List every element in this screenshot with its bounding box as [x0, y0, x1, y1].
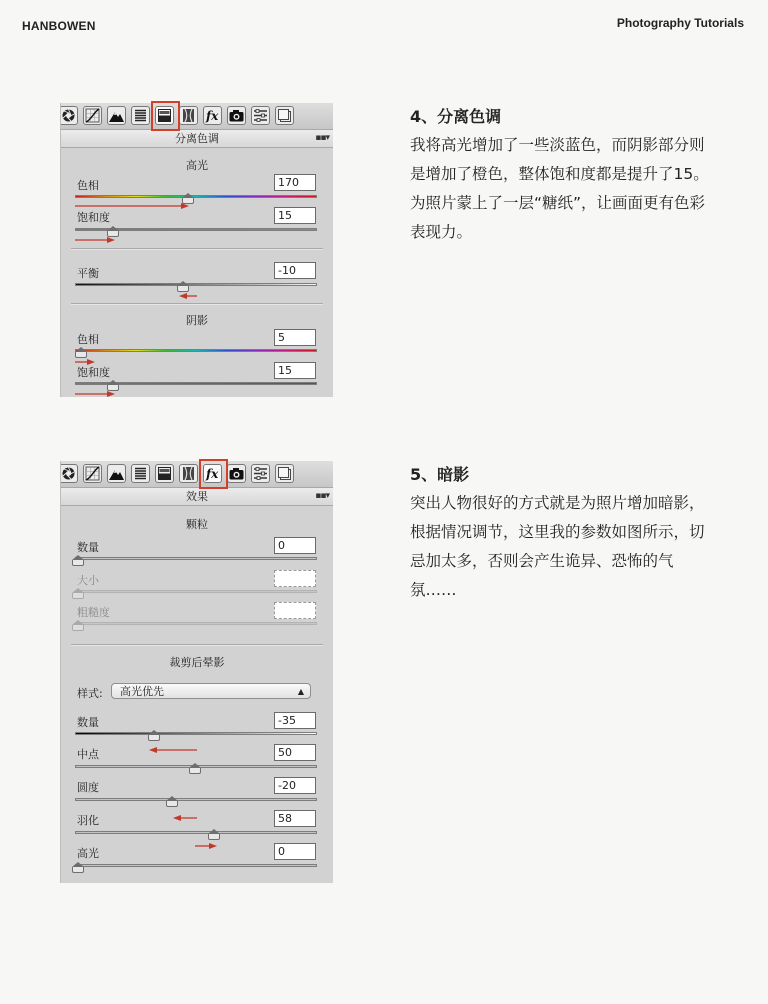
vignette-highlights-label: 高光: [77, 847, 99, 860]
vignette-style-select[interactable]: [111, 683, 311, 699]
effects-panel: [60, 461, 333, 883]
vignette-section-title: 裁剪后晕影: [169, 656, 225, 669]
snapshots-icon[interactable]: [275, 464, 294, 483]
presets-icon[interactable]: [251, 464, 270, 483]
grain-roughness-slider[interactable]: [75, 622, 317, 625]
highlights-section-title: 高光: [186, 159, 208, 172]
arrow-right-icon: [195, 841, 217, 851]
vignette-amount-field[interactable]: -35: [274, 712, 316, 729]
grain-amount-slider[interactable]: [75, 557, 317, 560]
panel-menu-icon[interactable]: ▪▪▾: [315, 491, 329, 501]
shadow-saturation-label: 饱和度: [77, 366, 110, 379]
shadow-hue-slider[interactable]: [75, 349, 317, 352]
grain-size-field[interactable]: [274, 570, 316, 587]
hsl-icon[interactable]: [131, 106, 150, 125]
select-updown-icon: ▲: [297, 687, 304, 696]
shadow-hue-field[interactable]: 5: [274, 329, 316, 346]
section-divider: [71, 248, 323, 250]
shadow-hue-label: 色相: [77, 333, 99, 346]
highlight-hue-slider[interactable]: [75, 195, 317, 198]
section-divider: [71, 303, 323, 305]
svg-text:fx: fx: [206, 109, 219, 123]
arrow-right-icon: [75, 389, 115, 397]
panel-toolbar: [61, 461, 333, 488]
step4-heading: 4、分离色调: [410, 107, 502, 126]
tone-curve-icon[interactable]: [83, 464, 102, 483]
step5-body: 突出人物很好的方式就是为照片增加暗影，根据情况调节，这里我的参数如图所示，切忌加太多，否则会产生诡异、恐怖的气氛……: [410, 494, 705, 599]
vignette-highlights-slider[interactable]: [75, 864, 317, 867]
brand-name: HANBOWEN: [22, 19, 96, 33]
tone-curve-icon[interactable]: [83, 106, 102, 125]
camera-calibration-icon[interactable]: [227, 464, 246, 483]
vignette-roundness-slider[interactable]: [75, 798, 317, 801]
presets-icon[interactable]: [251, 106, 270, 125]
aperture-icon[interactable]: [60, 464, 78, 483]
shadows-section-title: 阴影: [186, 314, 208, 327]
panel-title: [61, 488, 333, 506]
section-name: Photography Tutorials: [616, 16, 744, 30]
highlight-hue-label: 色相: [77, 179, 99, 192]
panel-title: [61, 130, 333, 148]
grain-size-label: 大小: [77, 574, 99, 587]
highlight-saturation-field[interactable]: 15: [274, 207, 316, 224]
vignette-style-label: 样式:: [77, 687, 103, 700]
step4-text: [410, 106, 710, 247]
lens-correction-icon[interactable]: [179, 106, 198, 125]
detail-icon[interactable]: [107, 464, 126, 483]
vignette-style-value: 高光优先: [120, 685, 164, 698]
step5-text: [410, 464, 710, 605]
vignette-feather-field[interactable]: 58: [274, 810, 316, 827]
panel-menu-icon[interactable]: ▪▪▾: [315, 133, 329, 143]
active-tab-highlight: [151, 101, 180, 131]
lens-correction-icon[interactable]: [179, 464, 198, 483]
snapshots-icon[interactable]: [275, 106, 294, 125]
vignette-midpoint-label: 中点: [77, 748, 99, 761]
balance-slider[interactable]: [75, 283, 317, 286]
vignette-amount-slider[interactable]: [75, 732, 317, 735]
step5-heading: 5、暗影: [410, 465, 470, 484]
vignette-midpoint-field[interactable]: 50: [274, 744, 316, 761]
vignette-roundness-label: 圆度: [77, 781, 99, 794]
arrow-left-icon: [173, 813, 197, 823]
split-toning-icon[interactable]: [155, 464, 174, 483]
vignette-roundness-field[interactable]: -20: [274, 777, 316, 794]
vignette-highlights-field[interactable]: 0: [274, 843, 316, 860]
aperture-icon[interactable]: [60, 106, 78, 125]
panel-title-text: 分离色调: [175, 132, 219, 145]
highlight-saturation-label: 饱和度: [77, 211, 110, 224]
vignette-feather-slider[interactable]: [75, 831, 317, 834]
camera-calibration-icon[interactable]: [227, 106, 246, 125]
detail-icon[interactable]: [107, 106, 126, 125]
grain-amount-field[interactable]: 0: [274, 537, 316, 554]
highlight-hue-field[interactable]: 170: [274, 174, 316, 191]
shadow-saturation-field[interactable]: 15: [274, 362, 316, 379]
fx-icon[interactable]: [203, 106, 222, 125]
balance-field[interactable]: -10: [274, 262, 316, 279]
split-toning-panel: [60, 103, 333, 397]
section-divider: [71, 644, 323, 646]
svg-text:fx: fx: [206, 467, 219, 481]
panel-toolbar: [61, 103, 333, 130]
arrow-left-icon: [179, 291, 197, 301]
grain-roughness-field[interactable]: [274, 602, 316, 619]
arrow-right-icon: [75, 235, 115, 245]
vignette-amount-label: 数量: [77, 716, 99, 729]
grain-amount-label: 数量: [77, 541, 99, 554]
grain-section-title: 颗粒: [186, 518, 208, 531]
panel-title-text: 效果: [186, 490, 208, 503]
balance-label: 平衡: [77, 267, 99, 280]
hsl-icon[interactable]: [131, 464, 150, 483]
grain-size-slider[interactable]: [75, 590, 317, 593]
vignette-feather-label: 羽化: [77, 814, 99, 827]
vignette-style-row: [61, 683, 333, 701]
active-tab-highlight: [199, 459, 228, 489]
arrow-left-icon: [149, 745, 197, 755]
step4-body: 我将高光增加了一些淡蓝色，而阴影部分则是增加了橙色，整体饱和度都是提升了15。为照片蒙上了一层“糖纸”，让画面更有色彩表现力。: [410, 136, 709, 241]
grain-roughness-label: 粗糙度: [77, 606, 110, 619]
